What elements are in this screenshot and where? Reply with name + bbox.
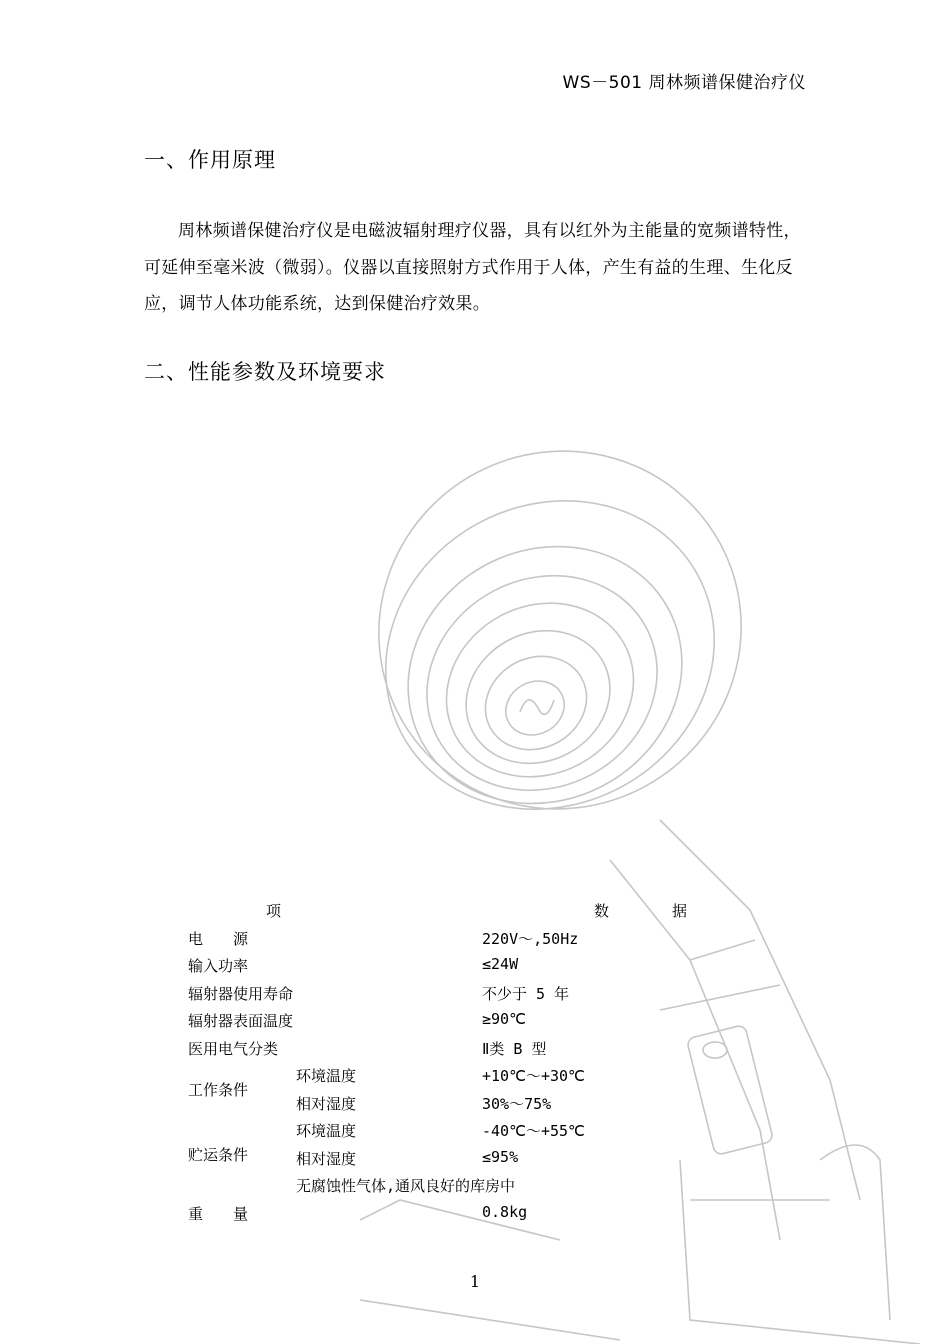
table-row — [188, 1171, 748, 1199]
spec-value: ≤24W — [482, 955, 519, 973]
spec-item: 医用电气分类 — [188, 1039, 279, 1058]
table-row — [188, 1080, 748, 1117]
spec-value: ≥90℃ — [482, 1010, 526, 1028]
spec-item: 工作条件 — [188, 1080, 249, 1099]
spec-value: 不少于 5 年 — [482, 984, 570, 1003]
table-row — [188, 1034, 748, 1062]
spec-value: +10℃～+30℃ — [482, 1067, 585, 1085]
table-header-data-1: 数 — [594, 902, 610, 920]
table-row — [188, 1199, 748, 1227]
table-row — [188, 1144, 748, 1172]
spec-table — [188, 896, 748, 1226]
spec-value: ≤95% — [482, 1147, 519, 1166]
table-row — [188, 924, 748, 952]
spec-sub-item: 无腐蚀性气体,通风良好的库房中 — [296, 1177, 516, 1195]
table-header-data-2: 据 — [672, 902, 688, 920]
spec-sub-item: 相对湿度 — [296, 1149, 357, 1168]
principle-paragraph: 周林频谱保健治疗仪是电磁波辐射理疗仪器，具有以红外为主能量的宽频谱特性，可延伸至毫米波（微弱）。仪器以直接照射方式作用于人体，产生有益的生理、生化反应，调节人体功能系统，达到保健治疗效果。 — [144, 221, 801, 314]
spec-value: 0.8kg — [482, 1202, 528, 1221]
spec-sub-item: 环境温度 — [296, 1122, 357, 1140]
spec-value: 220V～,50Hz — [482, 929, 579, 948]
spec-value: 30%～75% — [482, 1094, 552, 1113]
table-row — [188, 1116, 748, 1144]
section-heading-principle: 一、作用原理 — [144, 148, 276, 172]
section-heading-parameters: 二、性能参数及环境要求 — [144, 360, 386, 384]
spec-item: 电 源 — [188, 929, 249, 948]
table-header-item: 项 — [266, 902, 282, 920]
table-row — [188, 951, 748, 979]
table-row — [188, 1006, 748, 1034]
spec-sub-item: 环境温度 — [296, 1067, 357, 1085]
spec-value: -40℃～+55℃ — [482, 1122, 585, 1140]
table-header-row — [188, 896, 748, 924]
spec-item: 输入功率 — [188, 957, 249, 975]
spec-item: 贮运条件 — [188, 1145, 249, 1164]
spec-value: Ⅱ类 B 型 — [482, 1039, 547, 1058]
table-row — [188, 1061, 748, 1089]
spec-item: 重 量 — [188, 1204, 249, 1223]
page-number: 1 — [469, 1272, 481, 1291]
spec-item: 辐射器表面温度 — [188, 1012, 294, 1030]
spec-item: 辐射器使用寿命 — [188, 984, 294, 1003]
table-row — [188, 979, 748, 1007]
spec-sub-item: 相对湿度 — [296, 1094, 357, 1113]
page-header-title: WS－501 周林频谱保健治疗仪 — [562, 73, 806, 93]
